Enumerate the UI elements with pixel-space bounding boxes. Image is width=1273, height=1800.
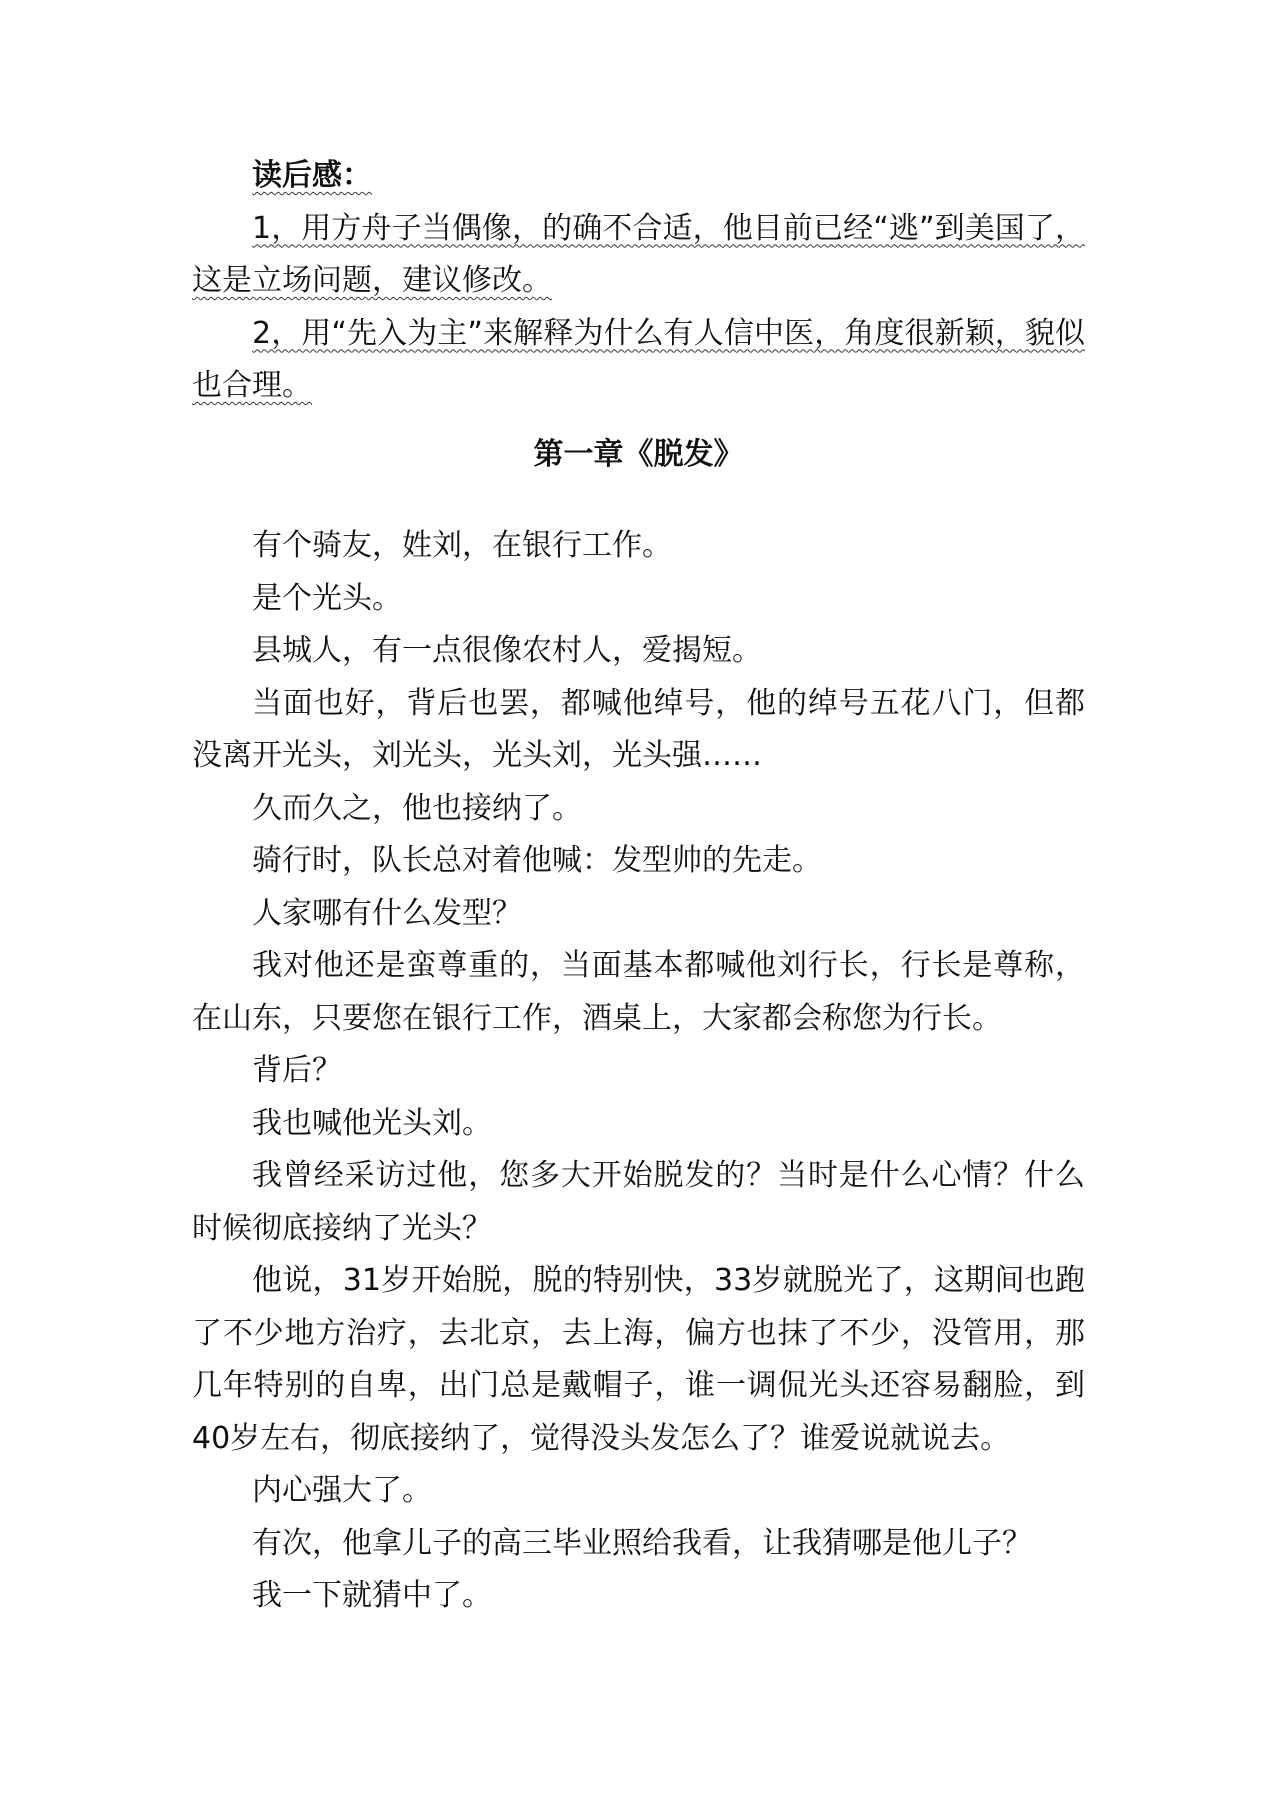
- review-heading-line: [192, 150, 1085, 203]
- chapter-body: [192, 520, 1085, 1623]
- paragraph: 他说，31岁开始脱，脱的特别快，33岁就脱光了，这期间也跑了不少地方治疗，去北京，去上海，偏方也抹了不少，没管用，那几年特别的自卑，出门总是戴帽子，谁一调侃光头还容易翻脸，到40岁左右，彻底接纳了，觉得没头发怎么了？谁爱说就说去。: [192, 1263, 1085, 1456]
- paragraph: 内心强大了。: [252, 1473, 432, 1508]
- paragraph: 是个光头。: [252, 580, 402, 616]
- paragraph: 当面也好，背后也罢，都喊他绰号，他的绰号五花八门，但都没离开光头，刘光头，光头刘，光头强……: [192, 685, 1085, 773]
- review-item-text: 2，用“先入为主”来解释为什么有人信中医，角度很新颖，貌似也合理。: [192, 315, 1085, 403]
- paragraph: 有个骑友，姓刘，在银行工作。: [252, 528, 672, 563]
- paragraph: 我一下就猜中了。: [252, 1578, 492, 1613]
- paragraph: 人家哪有什么发型？: [252, 895, 522, 931]
- chapter-title: 第一章《脱发》: [533, 436, 744, 472]
- paragraph: 我对他还是蛮尊重的，当面基本都喊他刘行长，行长是尊称，在山东，只要您在银行工作，酒桌上，大家都会称您为行长。: [192, 948, 1085, 1036]
- paragraph: 久而久之，他也接纳了。: [252, 790, 582, 826]
- review-item-text: 1，用方舟子当偶像，的确不合适，他目前已经“逃”到美国了，这是立场问题，建议修改。: [192, 210, 1085, 298]
- review-item: [192, 308, 1085, 413]
- review-section: [192, 150, 1085, 413]
- paragraph: 县城人，有一点很像农村人，爱揭短。: [252, 633, 762, 668]
- paragraph: 我曾经采访过他，您多大开始脱发的？当时是什么心情？什么时候彻底接纳了光头？: [192, 1158, 1085, 1246]
- paragraph: 我也喊他光头刘。: [252, 1105, 492, 1141]
- paragraph: 有次，他拿儿子的高三毕业照给我看，让我猜哪是他儿子？: [252, 1525, 1032, 1561]
- review-item: [192, 203, 1085, 308]
- review-heading: 读后感：: [252, 158, 372, 193]
- document-body: [192, 150, 1085, 1623]
- paragraph: 背后？: [252, 1053, 342, 1088]
- paragraph: 骑行时，队长总对着他喊：发型帅的先走。: [252, 843, 822, 878]
